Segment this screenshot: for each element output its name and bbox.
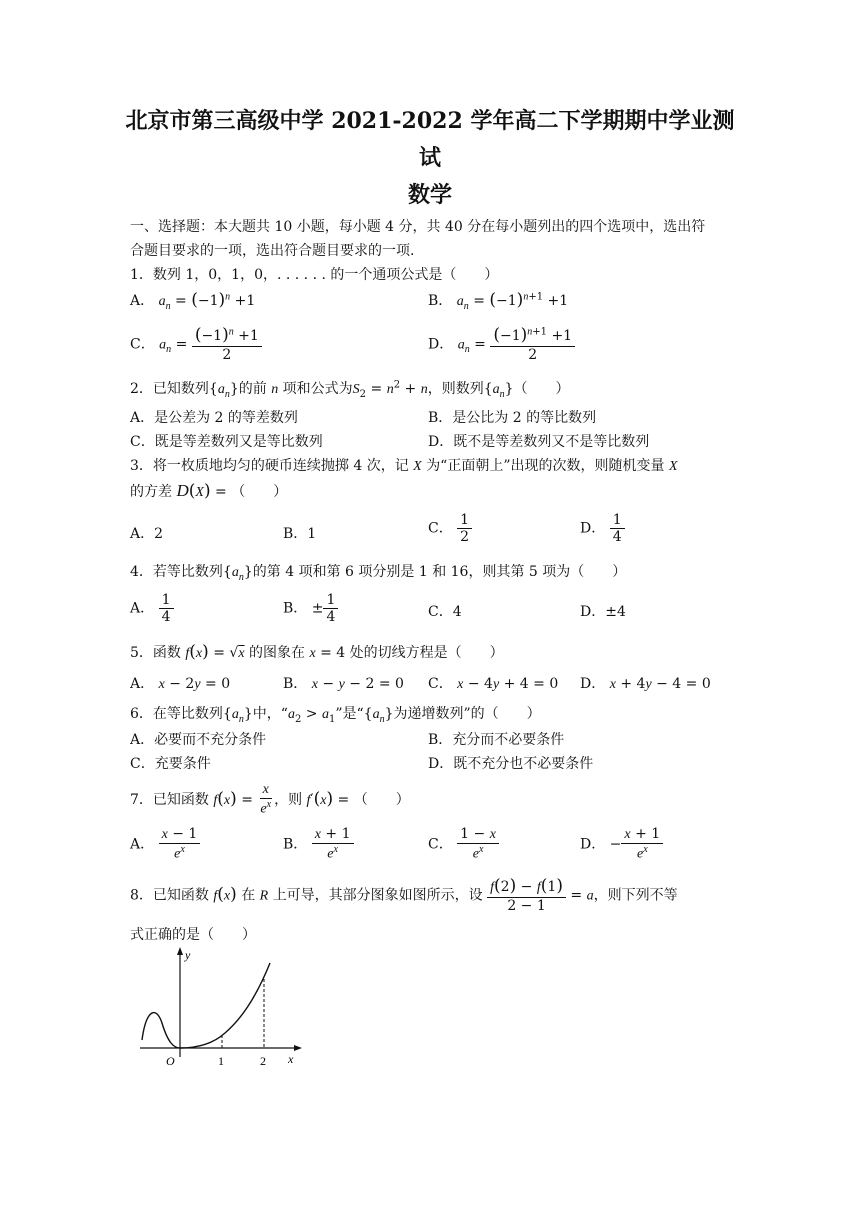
q5-option-d: D． x + 4y − 4 = 0 (580, 676, 711, 692)
x-axis-arrow-icon (294, 1045, 302, 1051)
x-axis-label: x (288, 1052, 294, 1066)
q7-option-a: A． $\frac{x - 1}{e^x}$ (130, 826, 200, 863)
q7-option-b: B． $\frac{x + 1}{e^x}$ (283, 826, 354, 863)
q3-option-d: D． $\frac{1}{4}$ (580, 512, 625, 545)
q1-option-c: C． $a_n$ = $\frac{(-1)^n +1}{2}$ (130, 326, 262, 363)
q3-option-c: C． $\frac{1}{2}$ (428, 512, 472, 545)
q5-option-c: C． x − 4y + 4 = 0 (428, 676, 559, 692)
q8-stem-line1: 8．已知函数 f(x) 在 R 上可导，其部分图象如图所示，设 $\frac{f(2) - f(1)}{2 - 1}$ = a，则下列不等 (130, 876, 678, 914)
subject-heading: 数学 (407, 182, 452, 208)
q7-option-d: D． − $\frac{x + 1}{e^x}$ (580, 826, 663, 863)
q3-stem-line1: 3．将一枚质地均匀的硬币连续抛掷 4 次，记 X 为“正面朝上”出现的次数，则随机变量 X (130, 458, 678, 474)
q5-option-b: B． x − y − 2 = 0 (283, 676, 404, 692)
q6-option-d: D．既不充分也不必要条件 (428, 756, 594, 772)
q5-option-a: A． x − 2y = 0 (130, 676, 231, 692)
q6-option-c: C．充要条件 (130, 756, 211, 772)
tick-label-2: 2 (260, 1054, 266, 1068)
exam-title-line2: 试 (418, 145, 441, 171)
q4-option-c: C．4 (428, 604, 462, 620)
q3-stem-line2: 的方差 D(X) = （ ） (130, 481, 288, 501)
q4-option-d: D．±4 (580, 604, 626, 620)
q2-stem: 2．已知数列$\{a_n\}$的前 n 项和公式为$S_2 = n^2 + n$，则数列$\{a_n\}$（ ） (130, 379, 570, 400)
q4-option-a: A． $\frac{1}{4}$ (130, 592, 174, 625)
q2-option-b: B．是公比为 2 的等比数列 (428, 410, 597, 426)
q1-option-a: A． $a_n = (-1)^n +1$ (130, 290, 256, 312)
q4-stem: 4．若等比数列$\{a_n\}$的第 4 项和第 6 项分别是 1 和 16，则其第 5 项为（ ） (130, 564, 627, 583)
section-intro-line1: 一、选择题：本大题共 10 小题，每小题 4 分，共 40 分在每小题列出的四个选项中，选出符 (130, 219, 706, 235)
q6-stem: 6．在等比数列$\{a_n\}$中，“$a_2 > a_1$”是“$\{a_n\}$为递增数列”的（ ） (130, 706, 541, 725)
q1-option-d: D． $a_n$ = $\frac{(-1)^{n+1} +1}{2}$ (428, 326, 575, 363)
q1-stem: 1．数列 1，0，1，0，. . . . . . 的一个通项公式是（ ） (130, 267, 499, 283)
exam-title-line1: 北京市第三高级中学 2021-2022 学年高二下学期期中学业测 (125, 108, 735, 134)
function-graph-figure (140, 945, 310, 1075)
origin-label: O (166, 1054, 175, 1068)
y-axis-label: y (185, 948, 191, 962)
q6-option-a: A．必要而不充分条件 (130, 732, 267, 748)
section-intro-line2: 合题目要求的一项，选出符合题目要求的一项. (130, 243, 415, 259)
q2-option-c: C．既是等差数列又是等比数列 (130, 434, 323, 450)
q7-stem: 7．已知函数 f(x) = $\frac{x}{e^x}$ ，则 f′(x) = （ ） (130, 782, 410, 817)
q1-option-b: B． $a_n = (-1)^{n+1} +1$ (428, 290, 569, 312)
q2-option-a: A．是公差为 2 的等差数列 (130, 410, 298, 426)
q3-option-a: A．2 (130, 526, 164, 542)
q8-stem-line2: 式正确的是（ ） (130, 927, 256, 943)
q3-option-b: B．1 (283, 526, 317, 542)
q4-option-b: B． ± $\frac{1}{4}$ (283, 592, 338, 625)
q5-stem: 5．函数 f(x) = √x 的图象在 x = 4 处的切线方程是（ ） (130, 642, 504, 662)
q7-option-c: C． $\frac{1 - x}{e^x}$ (428, 826, 499, 863)
q2-option-d: D．既不是等差数列又不是等比数列 (428, 434, 650, 450)
tick-label-1: 1 (218, 1054, 224, 1068)
function-curve (142, 963, 270, 1048)
q6-option-b: B．充分而不必要条件 (428, 732, 565, 748)
y-axis-arrow-icon (177, 947, 183, 955)
